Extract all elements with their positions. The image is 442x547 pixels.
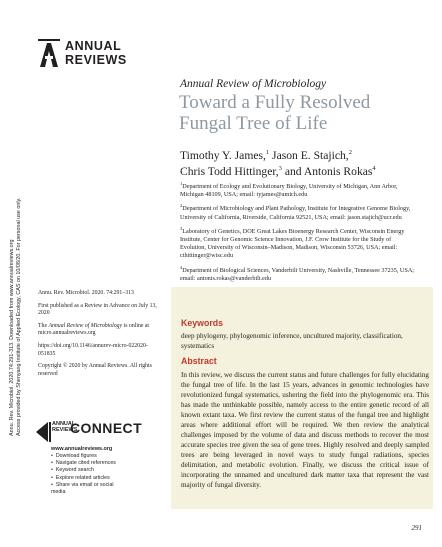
affiliations	[180, 180, 415, 286]
connect-badge[interactable]	[36, 420, 143, 500]
connect-label: CONNECT	[70, 420, 143, 436]
connect-small-label: ANNUAL REVIEWS	[52, 421, 78, 433]
journal-name: Annual Review of Microbiology	[180, 78, 327, 90]
page-number: 291	[411, 524, 422, 532]
author-4: and Antonis Rokas	[281, 165, 373, 179]
affiliation-4: $^4$Department of Biological Sciences, Vanderbilt University, Nashville, Tennessee 37235, USA; email: antonis.rokas@vanderbilt.edu	[180, 264, 415, 282]
affiliation-3: $^3$Laboratory of Genetics, DOE Great Lakes Bioenergy Research Center, Wisconsin Energy Institute, Center for Genomic Science Innovation, J.F. Crow Institute for the Study of Evolution, University of Wisconsin–Madison, Madison, Wisconsin 53726, USA; email: cthittinger@wisc.edu	[180, 225, 405, 260]
keywords-text: deep phylogeny, phylogenomic inference, uncultured majority, classification, systematics	[181, 332, 403, 350]
logo-line2: REVIEWS	[65, 53, 127, 67]
connect-item: • Keyword search	[51, 467, 128, 474]
author-2: Jason E. Stajich,	[269, 148, 349, 162]
author-1: Timothy Y. James,	[180, 148, 266, 162]
connect-item: • Share via email or social media	[51, 482, 128, 496]
online-note: The Annual Review of Microbiology is online at micro.annualreviews.org	[38, 322, 150, 337]
download-notice-line1: Annu. Rev. Microbiol. 2020.74:291-313. Downloaded from www.annualreviews.org	[9, 239, 15, 436]
abstract-heading: Abstract	[181, 356, 217, 366]
connect-item: • Explore related articles	[51, 475, 128, 482]
annual-reviews-logo	[38, 39, 138, 69]
connect-url[interactable]: www.annualreviews.org	[51, 446, 113, 452]
download-notice	[9, 118, 22, 438]
logo-line1: ANNUAL	[65, 39, 122, 53]
author-3: Chris Todd Hittinger,	[180, 165, 279, 179]
article-info	[38, 290, 163, 383]
citation: Annu. Rev. Microbiol. 2020. 74:291–313	[38, 290, 134, 296]
copyright: Copyright © 2020 by Annual Reviews. All rights reserved	[38, 363, 152, 377]
first-published: First published as a Review in Advance on July 13, 2020	[38, 302, 157, 317]
author-list: Timothy Y. James,$^1$ Jason E. Stajich,$^2$ Chris Todd Hittinger,$^3$ and Antonis Rokas$^4$	[180, 148, 376, 179]
doi-link[interactable]: https://doi.org/10.1146/annurev-micro-022020-051835	[38, 342, 148, 357]
abstract-text: In this review, we discuss the current status and future challenges for fully elucidating the fungal tree of life. In the last 15 years, advances in genomic technologies have revolutionized fungal systematics, ushering the field into the phylogenomic era. This has made the unthinkable possible, namely access to the entire genetic record of all known extant taxa. We first review the current status of the fungal tree and highlight areas where additional effort will be required. We then review the analytical challenges imposed by the volume of data and discuss methods to recover the most accurate species tree given the sea of gene trees. Highly resolved and deeply sampled trees are being leveraged in novel ways to study fungal radiations, species delimitation, and metabolic evolution. Finally, we discuss the critical issue of incorporating the unnamed and uncultured dark matter taxa that represent the vast majority of fungal diversity.	[181, 371, 429, 489]
connect-features	[51, 453, 128, 496]
article-title: Toward a Fully Resolved Fungal Tree of Life	[179, 92, 371, 134]
abstract-panel	[171, 287, 433, 509]
affiliation-2: $^2$Department of Microbiology and Plant Pathology, Institute for Integrative Genome Biology, University of California, Riverside, California 92521, USA; email: jason.stajich@ucr.edu	[180, 203, 411, 221]
download-notice-line2: Access provided by Shenyang Institute of Applied Ecology, CAS on 10/08/20. For personal use only.	[16, 197, 22, 436]
connect-item: • Download figures	[51, 453, 128, 460]
connect-item: • Navigate cited references	[51, 460, 128, 467]
annual-reviews-logo-icon	[38, 39, 60, 67]
keywords-heading: Keywords	[181, 318, 224, 328]
affiliation-1: $^1$Department of Ecology and Evolutionary Biology, University of Michigan, Ann Arbor, Michigan 48109, USA; email: tyjames@umich.edu	[180, 181, 398, 199]
